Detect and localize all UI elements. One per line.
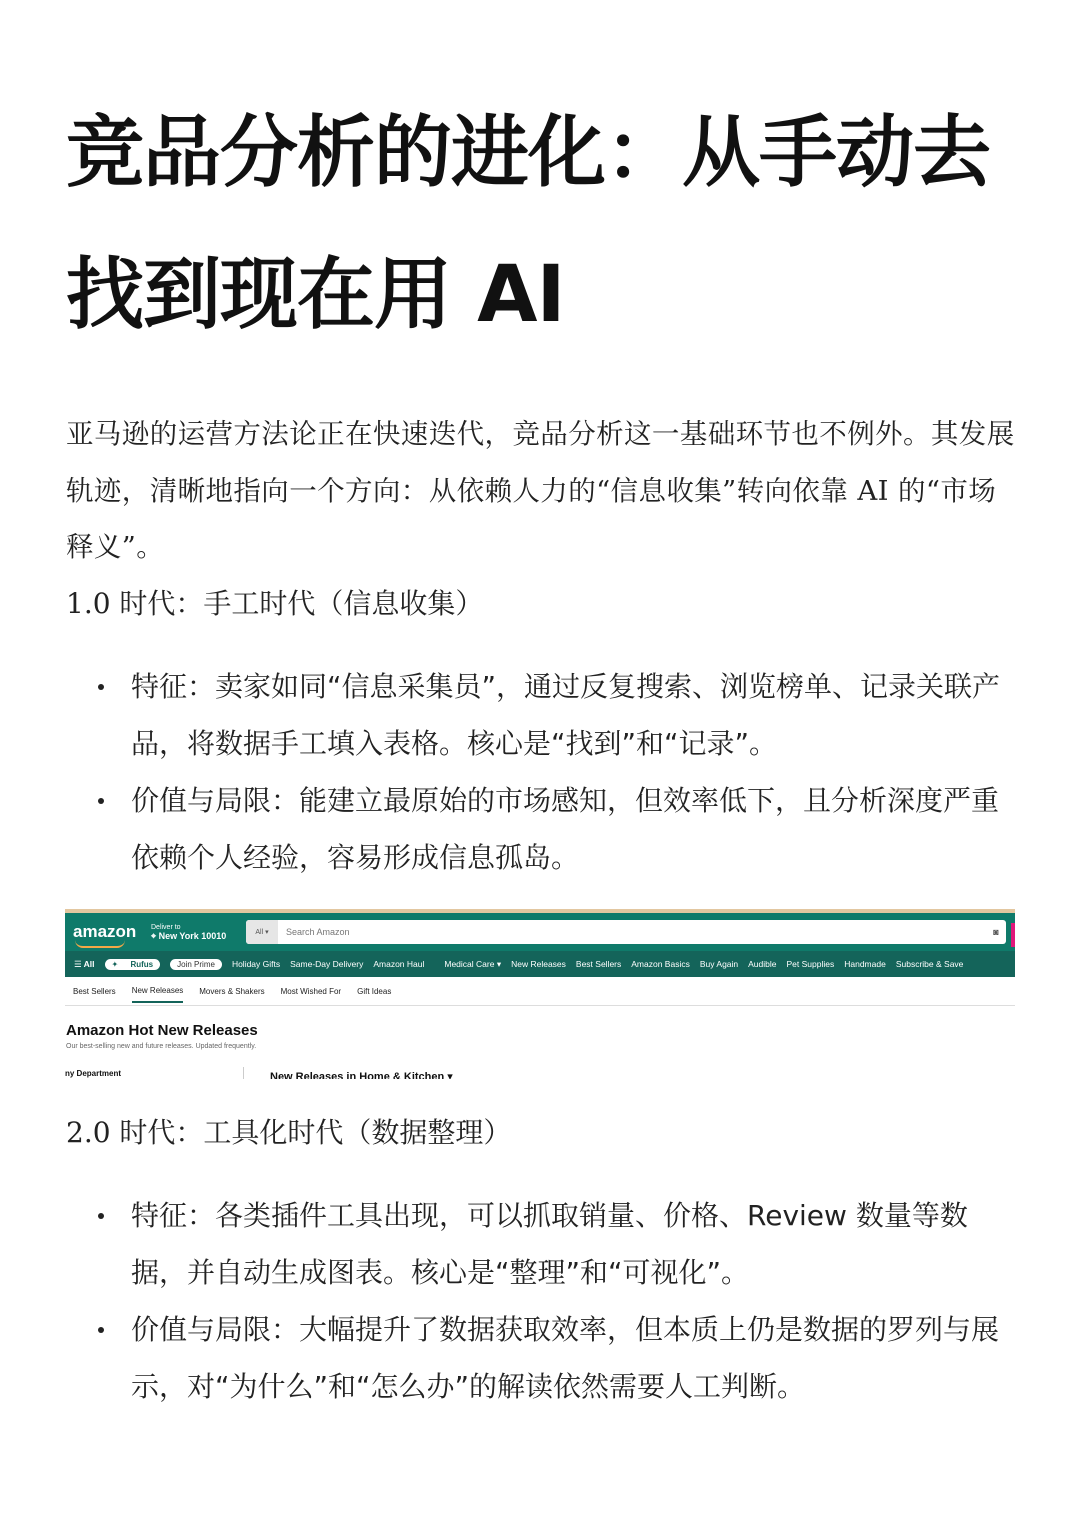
tab-movers-shakers[interactable]: Movers & Shakers bbox=[199, 986, 265, 996]
era1-bullet-list bbox=[66, 658, 1016, 886]
era1-bullet-2 bbox=[66, 772, 1016, 886]
bullet-text: ：卖家如同“信息采集员”，通过反复搜索、浏览榜单、记录关联产品，将数据手工填入表格。核心是“找到”和“记录”。 bbox=[131, 670, 1001, 760]
tab-best-sellers[interactable]: Best Sellers bbox=[73, 986, 116, 996]
era1-heading: 1.0 时代：手工时代（信息收集） bbox=[66, 587, 484, 620]
era2-bullet-2 bbox=[66, 1301, 1016, 1415]
title-line-1: 竞品分析的进化：从手动去 bbox=[66, 108, 991, 198]
new-releases-category[interactable]: New Releases in Home & Kitchen ▾ bbox=[270, 1070, 453, 1079]
title-line-2: 找到现在用 AI bbox=[66, 250, 565, 340]
bullet-term: 价值与局限 bbox=[131, 784, 272, 817]
article-title bbox=[66, 82, 1026, 366]
nav-item[interactable]: Amazon Haul bbox=[373, 959, 425, 969]
bestseller-tabs bbox=[65, 977, 1015, 1006]
rufus-label: Rufus bbox=[130, 959, 154, 969]
nav-item[interactable]: Subscribe & Save bbox=[895, 959, 964, 969]
nav-item[interactable]: New Releases bbox=[511, 959, 566, 969]
search-input[interactable]: Search Amazon bbox=[286, 927, 350, 937]
department-label: ny Department bbox=[65, 1069, 122, 1078]
amazon-search-bar[interactable] bbox=[246, 920, 1006, 944]
nav-item[interactable]: Same-Day Delivery bbox=[290, 959, 364, 969]
bullet-term: 价值与局限 bbox=[131, 1313, 272, 1346]
search-category-select[interactable]: All ▾ bbox=[246, 920, 278, 944]
location-pin-icon: ⌖ bbox=[151, 931, 157, 941]
nav-item[interactable]: Holiday Gifts bbox=[231, 959, 281, 969]
intro-paragraph: 亚马逊的运营方法论正在快速迭代，竞品分析这一基础环节也不例外。其发展轨迹，清晰地指向一个方向：从依赖人力的“信息收集”转向依靠 AI 的“市场释义”。 bbox=[66, 418, 1015, 563]
amazon-category-nav bbox=[65, 951, 1015, 977]
page-heading: Amazon Hot New Releases bbox=[66, 1022, 258, 1039]
deliver-to[interactable] bbox=[151, 923, 246, 941]
amazon-top-nav bbox=[65, 913, 1015, 951]
nav-item[interactable]: Best Sellers bbox=[575, 959, 622, 969]
bullet-text: ：能建立最原始的市场感知，但效率低下，且分析深度严重依赖个人经验，容易形成信息孤岛。 bbox=[131, 784, 1000, 874]
search-button-edge[interactable] bbox=[1011, 923, 1015, 947]
nav-item[interactable]: Medical Care ▾ bbox=[444, 958, 502, 969]
join-prime-button[interactable]: Join Prime bbox=[170, 959, 222, 970]
nav-item[interactable]: Handmade bbox=[844, 959, 886, 969]
nav-item[interactable]: Buy Again bbox=[699, 959, 739, 969]
search-category-label: All bbox=[255, 928, 264, 936]
amazon-logo bbox=[73, 922, 151, 942]
bullet-dot bbox=[98, 684, 104, 690]
bullet-text: ：各类插件工具出现，可以抓取销量、价格、Review 数量等数据，并自动生成图表。核心是“整理”和“可视化”。 bbox=[131, 1199, 968, 1289]
era2-bullet-1 bbox=[66, 1187, 1016, 1301]
bullet-term: 特征 bbox=[131, 670, 188, 703]
amazon-smile-icon bbox=[75, 940, 125, 948]
bullet-dot bbox=[98, 1213, 104, 1219]
tab-most-wished[interactable]: Most Wished For bbox=[280, 986, 342, 996]
rufus-button[interactable]: ✦ Rufus bbox=[105, 959, 161, 970]
amazon-logo-text: amazon bbox=[73, 922, 137, 941]
bullet-term: 特征 bbox=[131, 1199, 188, 1232]
new-releases-category-label: New Releases in Home & Kitchen bbox=[270, 1071, 445, 1079]
nav-item[interactable]: Amazon Basics bbox=[631, 959, 690, 969]
tab-gift-ideas[interactable]: Gift Ideas bbox=[357, 986, 392, 996]
column-divider bbox=[243, 1067, 244, 1079]
bullet-dot bbox=[98, 1327, 104, 1333]
page-subheading: Our best-selling new and future releases. Updated frequently. bbox=[66, 1043, 257, 1050]
tab-new-releases[interactable]: New Releases bbox=[132, 980, 184, 1003]
nav-item-label: Medical Care bbox=[444, 958, 495, 969]
bullet-text: ：大幅提升了数据获取效率，但本质上仍是数据的罗列与展示，对“为什么”和“怎么办”的解读依然需要人工判断。 bbox=[131, 1313, 1000, 1403]
era2-bullet-list bbox=[66, 1187, 1016, 1415]
era1-bullet-1 bbox=[66, 658, 1016, 772]
deliver-to-label: Deliver to bbox=[151, 924, 181, 931]
amazon-screenshot bbox=[65, 909, 1015, 1079]
camera-icon[interactable]: ◙ bbox=[993, 927, 999, 937]
deliver-location: New York 10010 bbox=[158, 931, 227, 941]
nav-item[interactable]: Pet Supplies bbox=[786, 959, 835, 969]
all-menu-button[interactable]: ☰ All bbox=[74, 958, 95, 969]
bullet-dot bbox=[98, 798, 104, 804]
era2-heading: 2.0 时代：工具化时代（数据整理） bbox=[66, 1116, 512, 1149]
nav-item[interactable]: Audible bbox=[748, 959, 777, 969]
